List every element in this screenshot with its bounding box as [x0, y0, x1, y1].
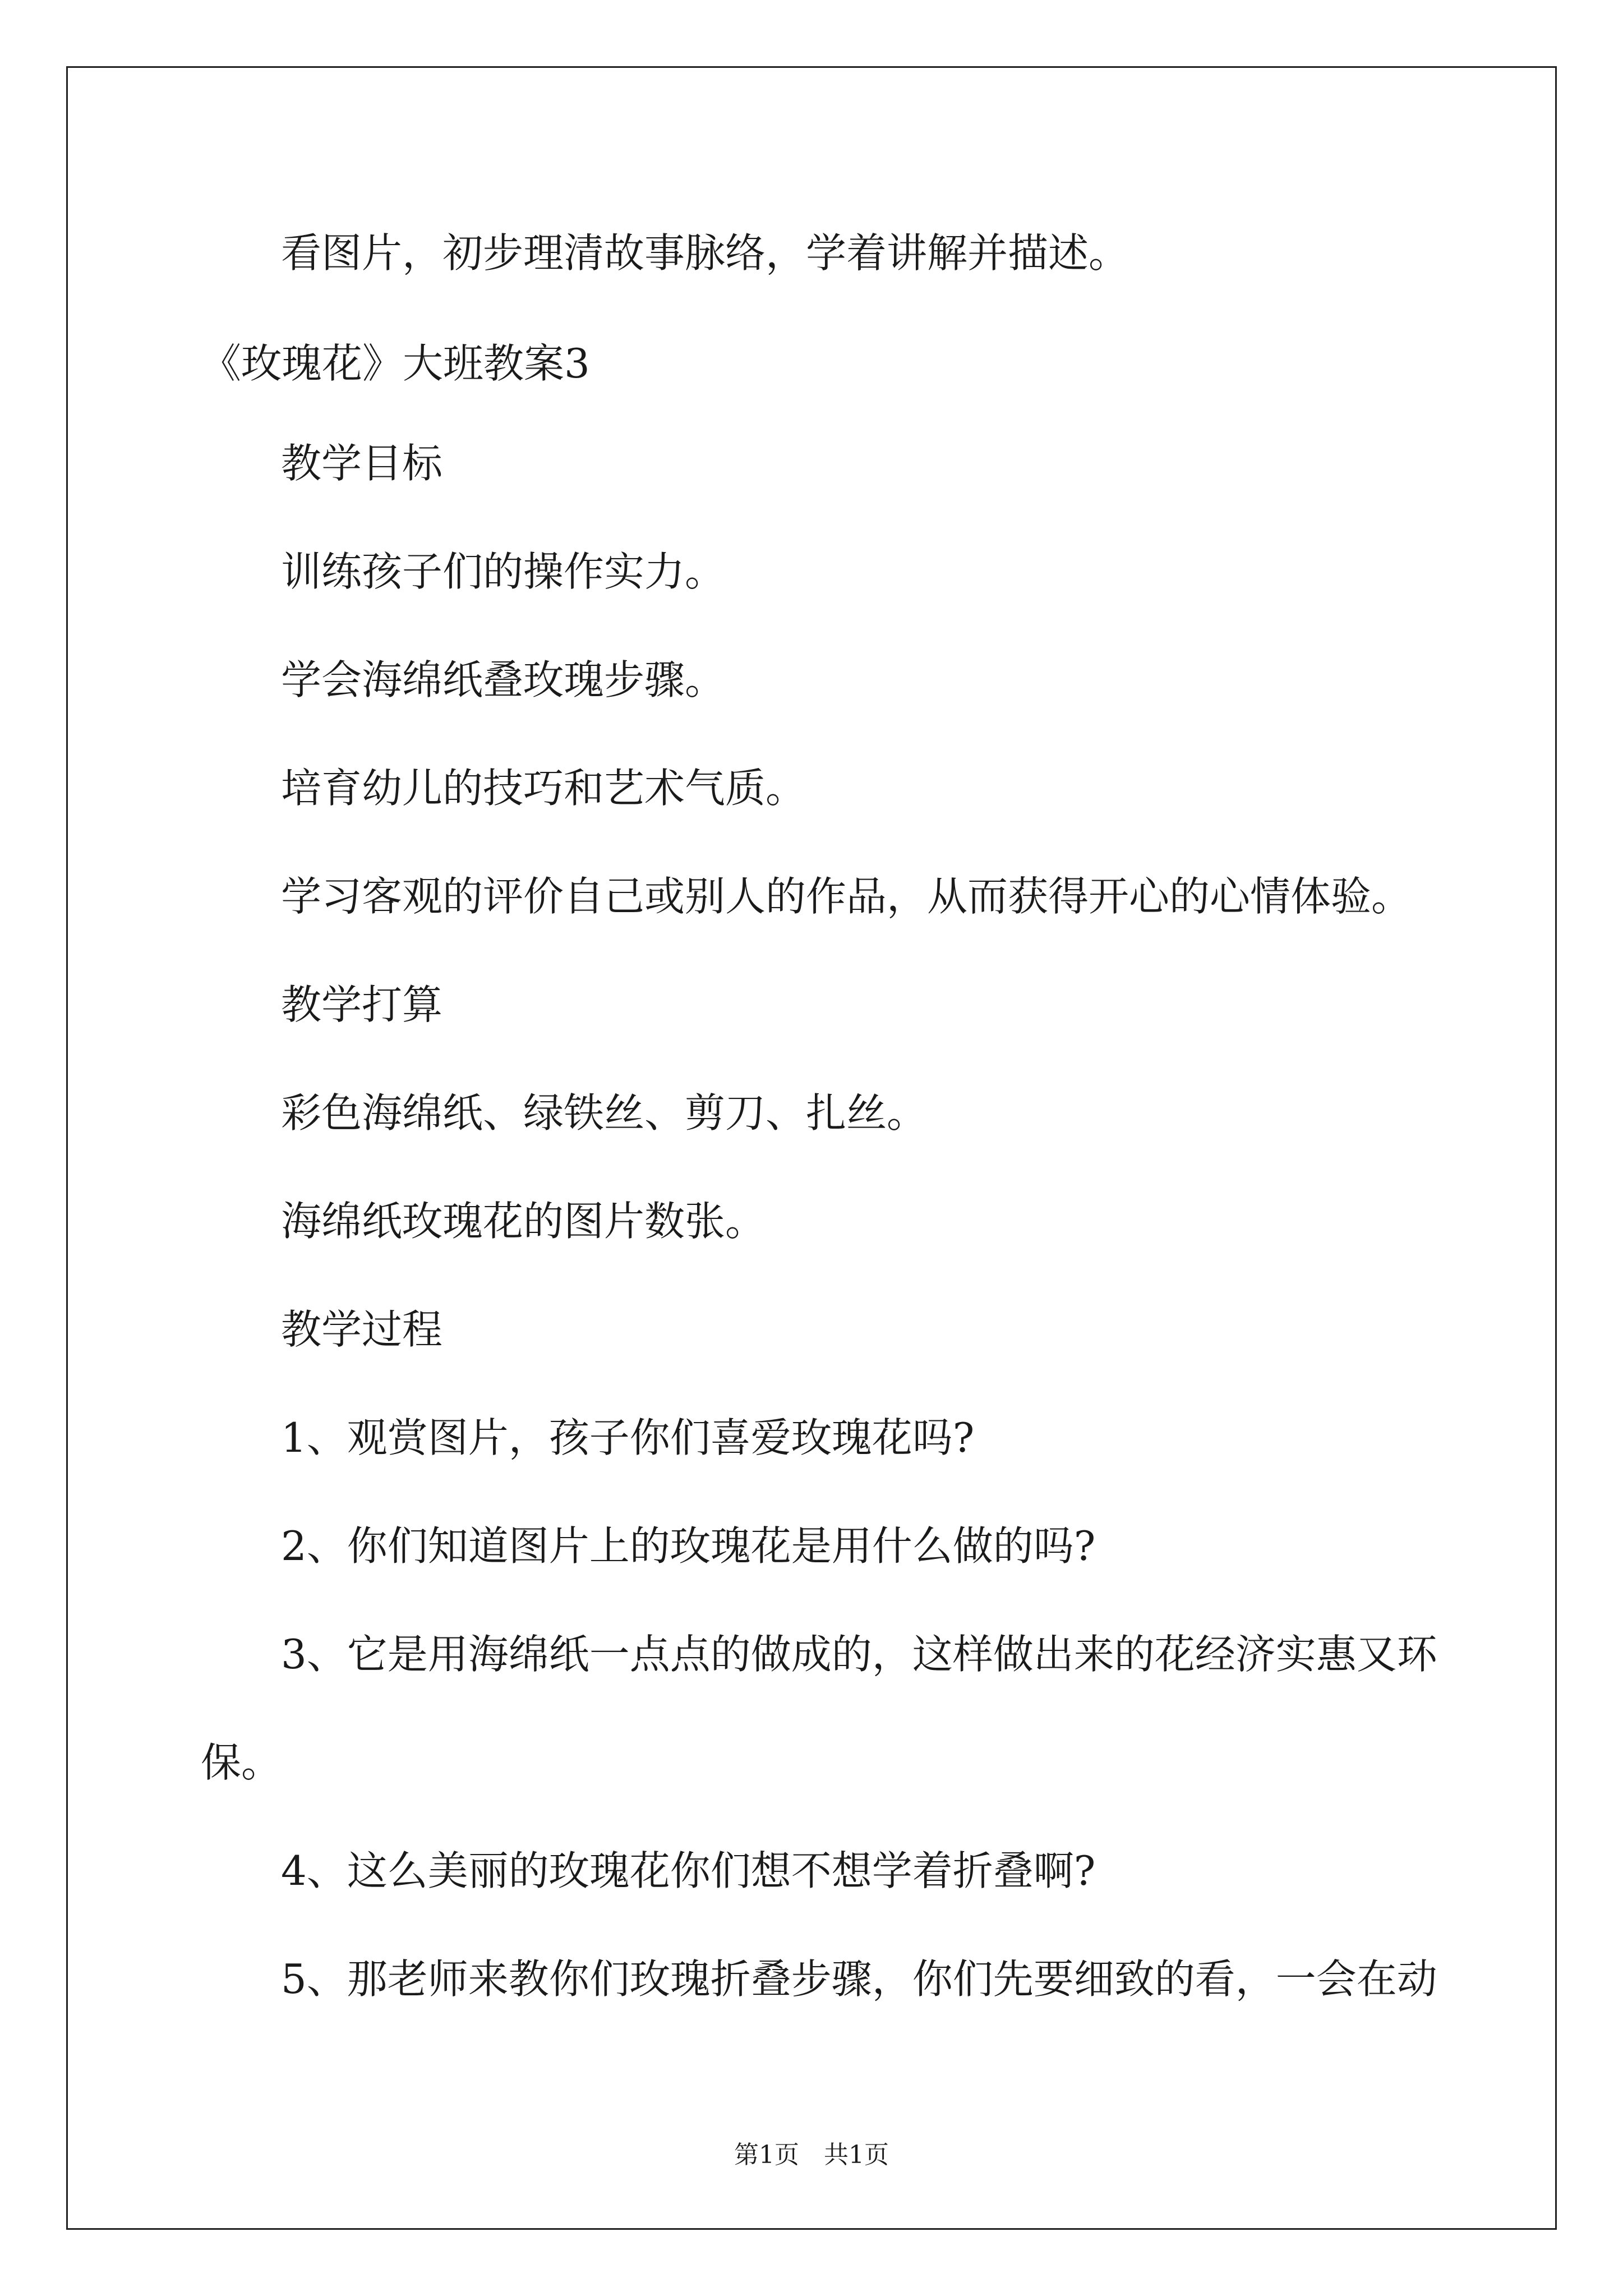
paragraph-line: 海绵纸玫瑰花的图片数张。 — [281, 1198, 766, 1245]
paragraph-line: 3、它是用海绵纸一点点的做成的，这样做出来的花经济实惠又环 — [281, 1631, 1437, 1678]
page-border — [66, 66, 1557, 2230]
paragraph-line: 培育幼儿的技巧和艺术气质。 — [281, 765, 806, 812]
paragraph-line: 1、观赏图片，孩子你们喜爱玫瑰花吗? — [281, 1414, 975, 1461]
paragraph-line: 教学目标 — [281, 440, 443, 487]
paragraph-line: 保。 — [201, 1739, 282, 1786]
paragraph-line: 2、你们知道图片上的玫瑰花是用什么做的吗? — [281, 1522, 1096, 1570]
section-heading: 《玫瑰花》大班教案3 — [201, 340, 590, 387]
paragraph-line: 教学打算 — [281, 981, 443, 1028]
paragraph-line: 训练孩子们的操作实力。 — [281, 548, 726, 595]
page-footer: 第1页 共1页 — [734, 2141, 889, 2169]
paragraph-line: 学习客观的评价自己或别人的作品，从而获得开心的心情体验。 — [281, 873, 1412, 920]
paragraph-line: 彩色海绵纸、绿铁丝、剪刀、扎丝。 — [281, 1089, 928, 1137]
paragraph-line: 看图片，初步理清故事脉络，学着讲解并描述。 — [281, 229, 1129, 277]
paragraph-line: 学会海绵纸叠玫瑰步骤。 — [281, 656, 726, 703]
paragraph-line: 4、这么美丽的玫瑰花你们想不想学着折叠啊? — [281, 1847, 1096, 1894]
paragraph-line: 教学过程 — [281, 1306, 443, 1353]
paragraph-line: 5、那老师来教你们玫瑰折叠步骤，你们先要细致的看，一会在动 — [281, 1955, 1437, 2003]
